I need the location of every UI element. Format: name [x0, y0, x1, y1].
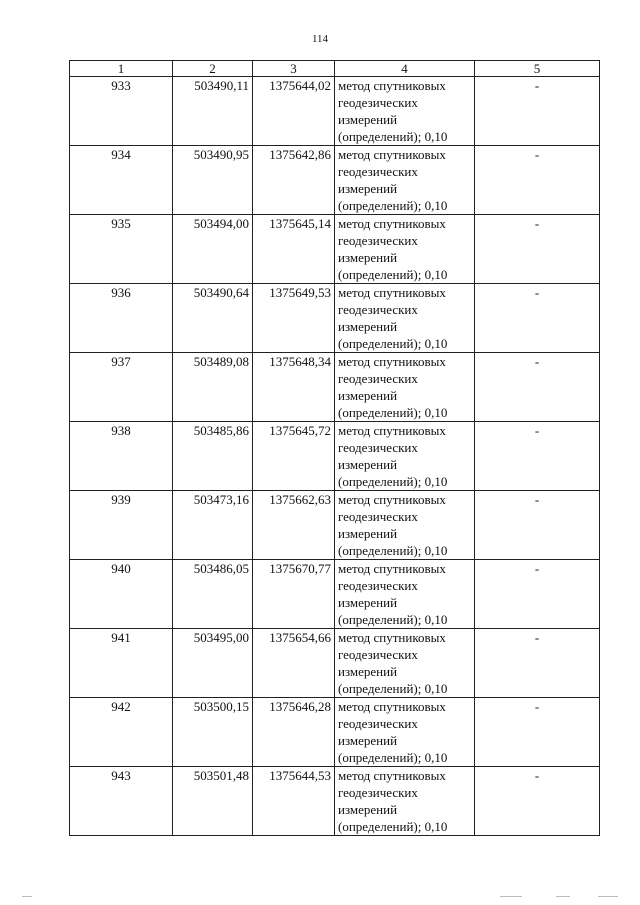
point-number-cell: 943: [70, 767, 173, 836]
note-cell: -: [475, 422, 600, 491]
x-coordinate-cell: 503490,11: [173, 77, 253, 146]
x-coordinate-cell: 503501,48: [173, 767, 253, 836]
method-cell: метод спутниковых геодезических измерений (определений); 0,10: [335, 77, 475, 146]
point-number-cell: 939: [70, 491, 173, 560]
table-row: [70, 215, 600, 284]
note-cell: -: [475, 215, 600, 284]
note-cell: -: [475, 284, 600, 353]
y-coordinate-cell: 1375644,02: [253, 77, 335, 146]
x-coordinate-cell: 503494,00: [173, 215, 253, 284]
x-coordinate-cell: 503485,86: [173, 422, 253, 491]
point-number-cell: 941: [70, 629, 173, 698]
method-cell: метод спутниковых геодезических измерений (определений); 0,10: [335, 560, 475, 629]
scan-footer-marks: [0, 896, 640, 902]
table-body: [70, 77, 600, 836]
y-coordinate-cell: 1375670,77: [253, 560, 335, 629]
x-coordinate-cell: 503473,16: [173, 491, 253, 560]
y-coordinate-cell: 1375645,14: [253, 215, 335, 284]
point-number-cell: 935: [70, 215, 173, 284]
coordinates-table: [69, 60, 600, 836]
point-number-cell: 937: [70, 353, 173, 422]
y-coordinate-cell: 1375654,66: [253, 629, 335, 698]
x-coordinate-cell: 503490,95: [173, 146, 253, 215]
x-coordinate-cell: 503489,08: [173, 353, 253, 422]
note-cell: -: [475, 629, 600, 698]
column-header-3: 3: [253, 61, 335, 77]
note-cell: -: [475, 560, 600, 629]
method-cell: метод спутниковых геодезических измерений (определений); 0,10: [335, 629, 475, 698]
point-number-cell: 942: [70, 698, 173, 767]
x-coordinate-cell: 503495,00: [173, 629, 253, 698]
method-cell: метод спутниковых геодезических измерений (определений); 0,10: [335, 146, 475, 215]
point-number-cell: 938: [70, 422, 173, 491]
note-cell: -: [475, 698, 600, 767]
table-row: [70, 698, 600, 767]
column-header-1: 1: [70, 61, 173, 77]
method-cell: метод спутниковых геодезических измерений (определений); 0,10: [335, 284, 475, 353]
method-cell: метод спутниковых геодезических измерений (определений); 0,10: [335, 491, 475, 560]
table-row: [70, 422, 600, 491]
method-cell: метод спутниковых геодезических измерений (определений); 0,10: [335, 698, 475, 767]
method-cell: метод спутниковых геодезических измерений (определений); 0,10: [335, 215, 475, 284]
method-cell: метод спутниковых геодезических измерений (определений); 0,10: [335, 767, 475, 836]
note-cell: -: [475, 767, 600, 836]
method-cell: метод спутниковых геодезических измерений (определений); 0,10: [335, 422, 475, 491]
table-row: [70, 284, 600, 353]
y-coordinate-cell: 1375648,34: [253, 353, 335, 422]
y-coordinate-cell: 1375644,53: [253, 767, 335, 836]
method-cell: метод спутниковых геодезических измерений (определений); 0,10: [335, 353, 475, 422]
note-cell: -: [475, 146, 600, 215]
table-row: [70, 560, 600, 629]
table-row: [70, 146, 600, 215]
note-cell: -: [475, 353, 600, 422]
y-coordinate-cell: 1375646,28: [253, 698, 335, 767]
table-header-row: [70, 61, 600, 77]
table-row: [70, 767, 600, 836]
page-number: 114: [311, 33, 329, 45]
point-number-cell: 940: [70, 560, 173, 629]
column-header-2: 2: [173, 61, 253, 77]
y-coordinate-cell: 1375642,86: [253, 146, 335, 215]
note-cell: -: [475, 77, 600, 146]
column-header-4: 4: [335, 61, 475, 77]
x-coordinate-cell: 503500,15: [173, 698, 253, 767]
x-coordinate-cell: 503486,05: [173, 560, 253, 629]
note-cell: -: [475, 491, 600, 560]
point-number-cell: 934: [70, 146, 173, 215]
table-row: [70, 353, 600, 422]
table-row: [70, 491, 600, 560]
y-coordinate-cell: 1375662,63: [253, 491, 335, 560]
x-coordinate-cell: 503490,64: [173, 284, 253, 353]
table-row: [70, 629, 600, 698]
y-coordinate-cell: 1375649,53: [253, 284, 335, 353]
point-number-cell: 936: [70, 284, 173, 353]
column-header-5: 5: [475, 61, 600, 77]
y-coordinate-cell: 1375645,72: [253, 422, 335, 491]
point-number-cell: 933: [70, 77, 173, 146]
table-row: [70, 77, 600, 146]
